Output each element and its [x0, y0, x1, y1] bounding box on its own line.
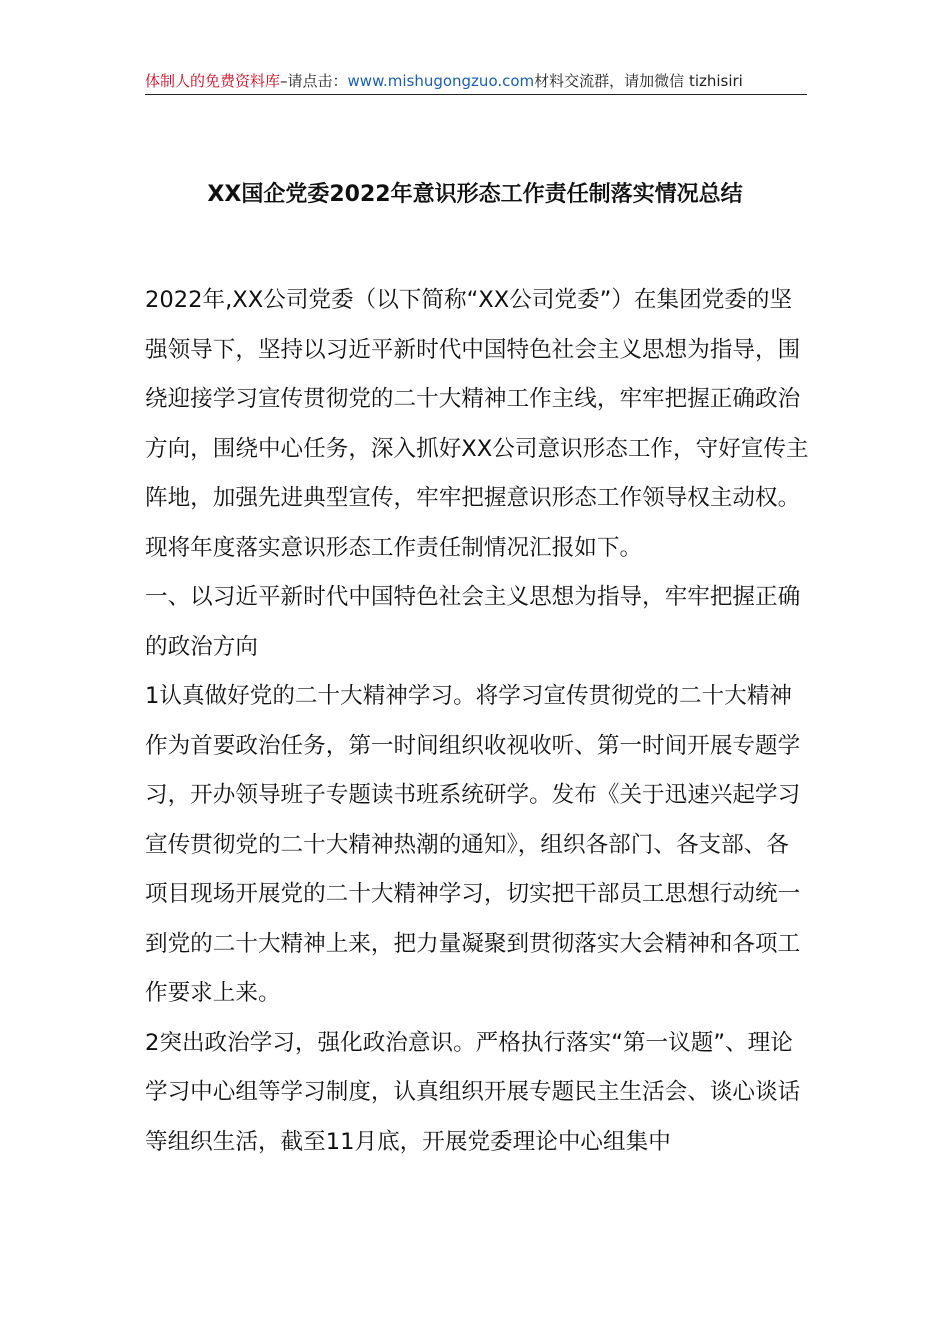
header-link[interactable]: www.mishugongzuo.com — [347, 72, 535, 90]
section-heading-1: 一、以习近平新时代中国特色社会主义思想为指导，牢牢把握正确的政治方向 — [145, 584, 801, 660]
document-body — [145, 276, 811, 1167]
header-note: 材料交流群，请加微信 tizhisiri — [534, 72, 743, 90]
header-site-name: 体制人的免费资料库 — [145, 72, 281, 90]
item-paragraph-2: 2突出政治学习，强化政治意识。严格执行落实“第一议题”、理论学习中心组等学习制度，认真组织开展专题民主生活会、谈心谈话等组织生活，截至11月底，开展党委理论中心组集中 — [145, 1029, 801, 1155]
document-title: XX国企党委2022年意识形态工作责任制落实情况总结 — [207, 182, 743, 207]
intro-paragraph: 2022年,XX公司党委（以下简称“XX公司党委”）在集团党委的坚强领导下，坚持以习近平新时代中国特色社会主义思想为指导，围绕迎接学习宣传贯彻党的二十大精神工作主线，牢牢把握正确政治方向，围绕中心任务，深入抓好XX公司意识形态工作，守好宣传主阵地，加强先进典型宣传，牢牢把握意识形态工作领导权主动权。现将年度落实意识形态工作责任制情况汇报如下。 — [145, 287, 809, 561]
item-paragraph-1: 1认真做好党的二十大精神学习。将学习宣传贯彻党的二十大精神作为首要政治任务，第一时间组织收视收听、第一时间开展专题学习，开办领导班子专题读书班系统研学。发布《关于迅速兴起学习宣传贯彻党的二十大精神热潮的通知》，组织各部门、各支部、各项目现场开展党的二十大精神学习，切实把干部员工思想行动统一到党的二十大精神上来，把力量凝聚到贯彻落实大会精神和各项工作要求上来。 — [145, 683, 801, 1006]
page-header — [145, 70, 807, 95]
header-prompt: –请点击： — [280, 72, 348, 90]
